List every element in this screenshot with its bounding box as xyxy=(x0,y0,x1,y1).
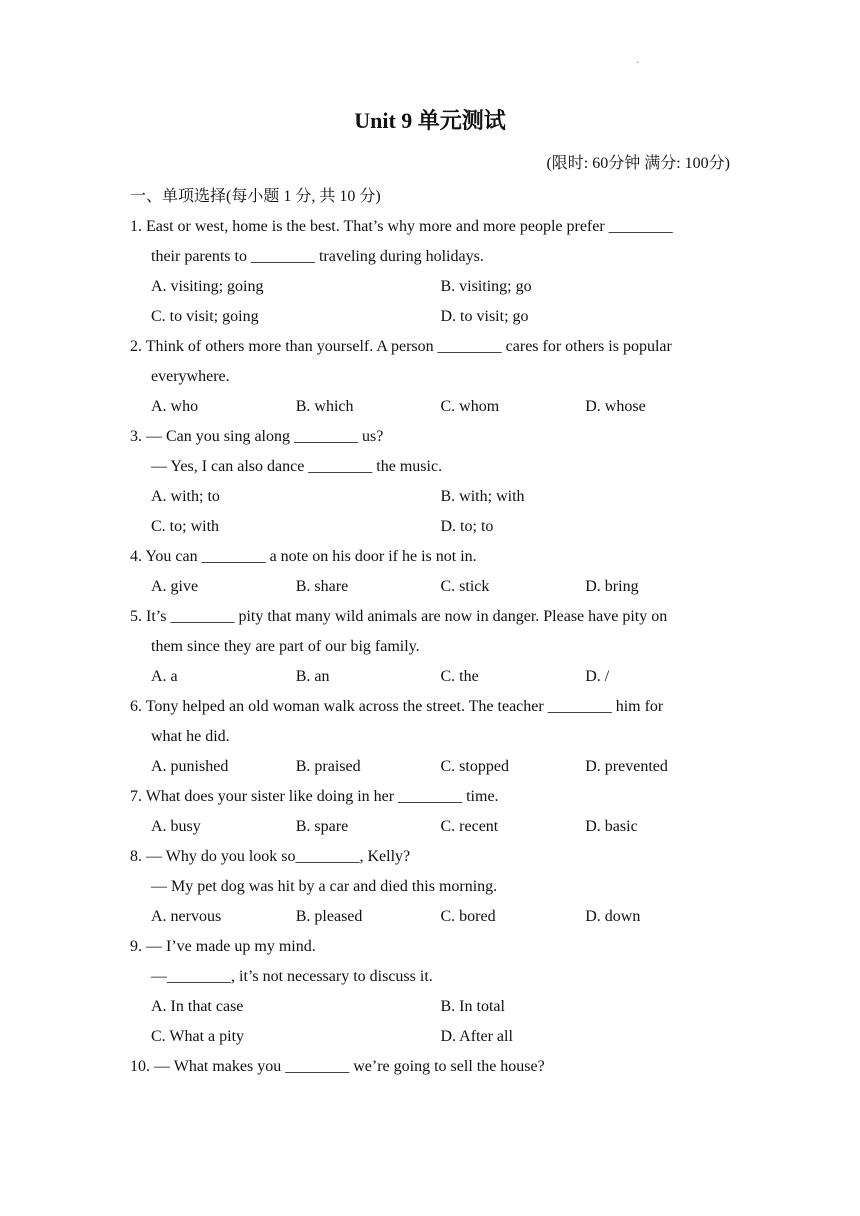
option-c: C. to visit; going xyxy=(151,308,259,325)
option-d: D. After all xyxy=(440,1028,513,1045)
question-10 xyxy=(130,1052,730,1082)
option-b: B. visiting; go xyxy=(440,278,532,295)
option-c: C. the xyxy=(440,668,479,685)
option-a: A. give xyxy=(151,578,199,595)
question-stem: 3. — Can you sing along ________ us? xyxy=(130,428,384,445)
page-title: Unit 9 单元测试 xyxy=(354,108,506,133)
question-9 xyxy=(130,932,730,1052)
option-a: A. In that case xyxy=(151,998,244,1015)
option-a: A. a xyxy=(151,668,178,685)
option-b: B. with; with xyxy=(440,488,525,505)
options-row xyxy=(130,512,730,542)
question-6 xyxy=(130,692,730,782)
option-a: A. with; to xyxy=(151,488,220,505)
question-stem-continued: them since they are part of our big family. xyxy=(151,638,420,655)
options-row xyxy=(130,812,730,842)
option-a: A. visiting; going xyxy=(151,278,264,295)
option-a: A. who xyxy=(151,398,199,415)
option-d: D. / xyxy=(585,668,610,685)
time-and-score-info: (限时: 60分钟 满分: 100分) xyxy=(546,155,730,172)
option-b: B. praised xyxy=(295,758,361,775)
header-dot: · xyxy=(636,58,640,69)
question-stem: 2. Think of others more than yourself. A person ________ cares for others is popular xyxy=(130,338,672,355)
question-stem: 1. East or west, home is the best. That’s why more and more people prefer ________ xyxy=(130,218,673,235)
option-b: B. In total xyxy=(440,998,505,1015)
options-row xyxy=(130,662,730,692)
option-b: B. which xyxy=(295,398,354,415)
question-1 xyxy=(130,212,730,332)
option-a: A. busy xyxy=(151,818,201,835)
option-d: D. down xyxy=(585,908,641,925)
question-4 xyxy=(130,542,730,602)
options-row xyxy=(130,752,730,782)
option-d: D. bring xyxy=(585,578,639,595)
option-d: D. basic xyxy=(585,818,638,835)
option-d: D. to; to xyxy=(440,518,494,535)
question-stem: 5. It’s ________ pity that many wild animals are now in danger. Please have pity on xyxy=(130,608,668,625)
question-8 xyxy=(130,842,730,932)
question-stem: 9. — I’ve made up my mind. xyxy=(130,938,316,955)
question-stem-continued: their parents to ________ traveling during holidays. xyxy=(151,248,484,265)
dialogue-reply: — My pet dog was hit by a car and died this morning. xyxy=(151,878,498,895)
question-2 xyxy=(130,332,730,422)
options-row xyxy=(130,302,730,332)
options-row xyxy=(130,272,730,302)
question-stem: 10. — What makes you ________ we’re going to sell the house? xyxy=(130,1058,545,1075)
question-7 xyxy=(130,782,730,842)
section-heading: 一、单项选择(每小题 1 分, 共 10 分) xyxy=(130,188,381,205)
question-stem-continued: everywhere. xyxy=(151,368,230,385)
option-c: C. stopped xyxy=(440,758,509,775)
dialogue-reply: — Yes, I can also dance ________ the music. xyxy=(151,458,443,475)
options-row xyxy=(130,902,730,932)
option-b: B. spare xyxy=(295,818,349,835)
option-c: C. stick xyxy=(440,578,490,595)
options-row xyxy=(130,572,730,602)
options-row xyxy=(130,1022,730,1052)
option-a: A. nervous xyxy=(151,908,222,925)
dialogue-reply: —________, it’s not necessary to discuss it. xyxy=(151,968,433,985)
option-b: B. pleased xyxy=(295,908,363,925)
option-d: D. whose xyxy=(585,398,646,415)
question-3 xyxy=(130,422,730,542)
option-c: C. bored xyxy=(440,908,496,925)
option-b: B. an xyxy=(295,668,330,685)
option-d: D. to visit; go xyxy=(440,308,529,325)
question-stem-continued: what he did. xyxy=(151,728,230,745)
question-stem: 6. Tony helped an old woman walk across the street. The teacher ________ him for xyxy=(130,698,664,715)
question-stem: 8. — Why do you look so________, Kelly? xyxy=(130,848,411,865)
options-row xyxy=(130,992,730,1022)
options-row xyxy=(130,392,730,422)
question-5 xyxy=(130,602,730,692)
question-stem: 4. You can ________ a note on his door if he is not in. xyxy=(130,548,477,565)
option-b: B. share xyxy=(295,578,349,595)
option-c: C. recent xyxy=(440,818,499,835)
option-c: C. whom xyxy=(440,398,500,415)
question-stem: 7. What does your sister like doing in her ________ time. xyxy=(130,788,499,805)
option-a: A. punished xyxy=(151,758,229,775)
question-list xyxy=(130,212,730,1082)
option-c: C. to; with xyxy=(151,518,220,535)
options-row xyxy=(130,482,730,512)
option-c: C. What a pity xyxy=(151,1028,245,1045)
option-d: D. prevented xyxy=(585,758,668,775)
